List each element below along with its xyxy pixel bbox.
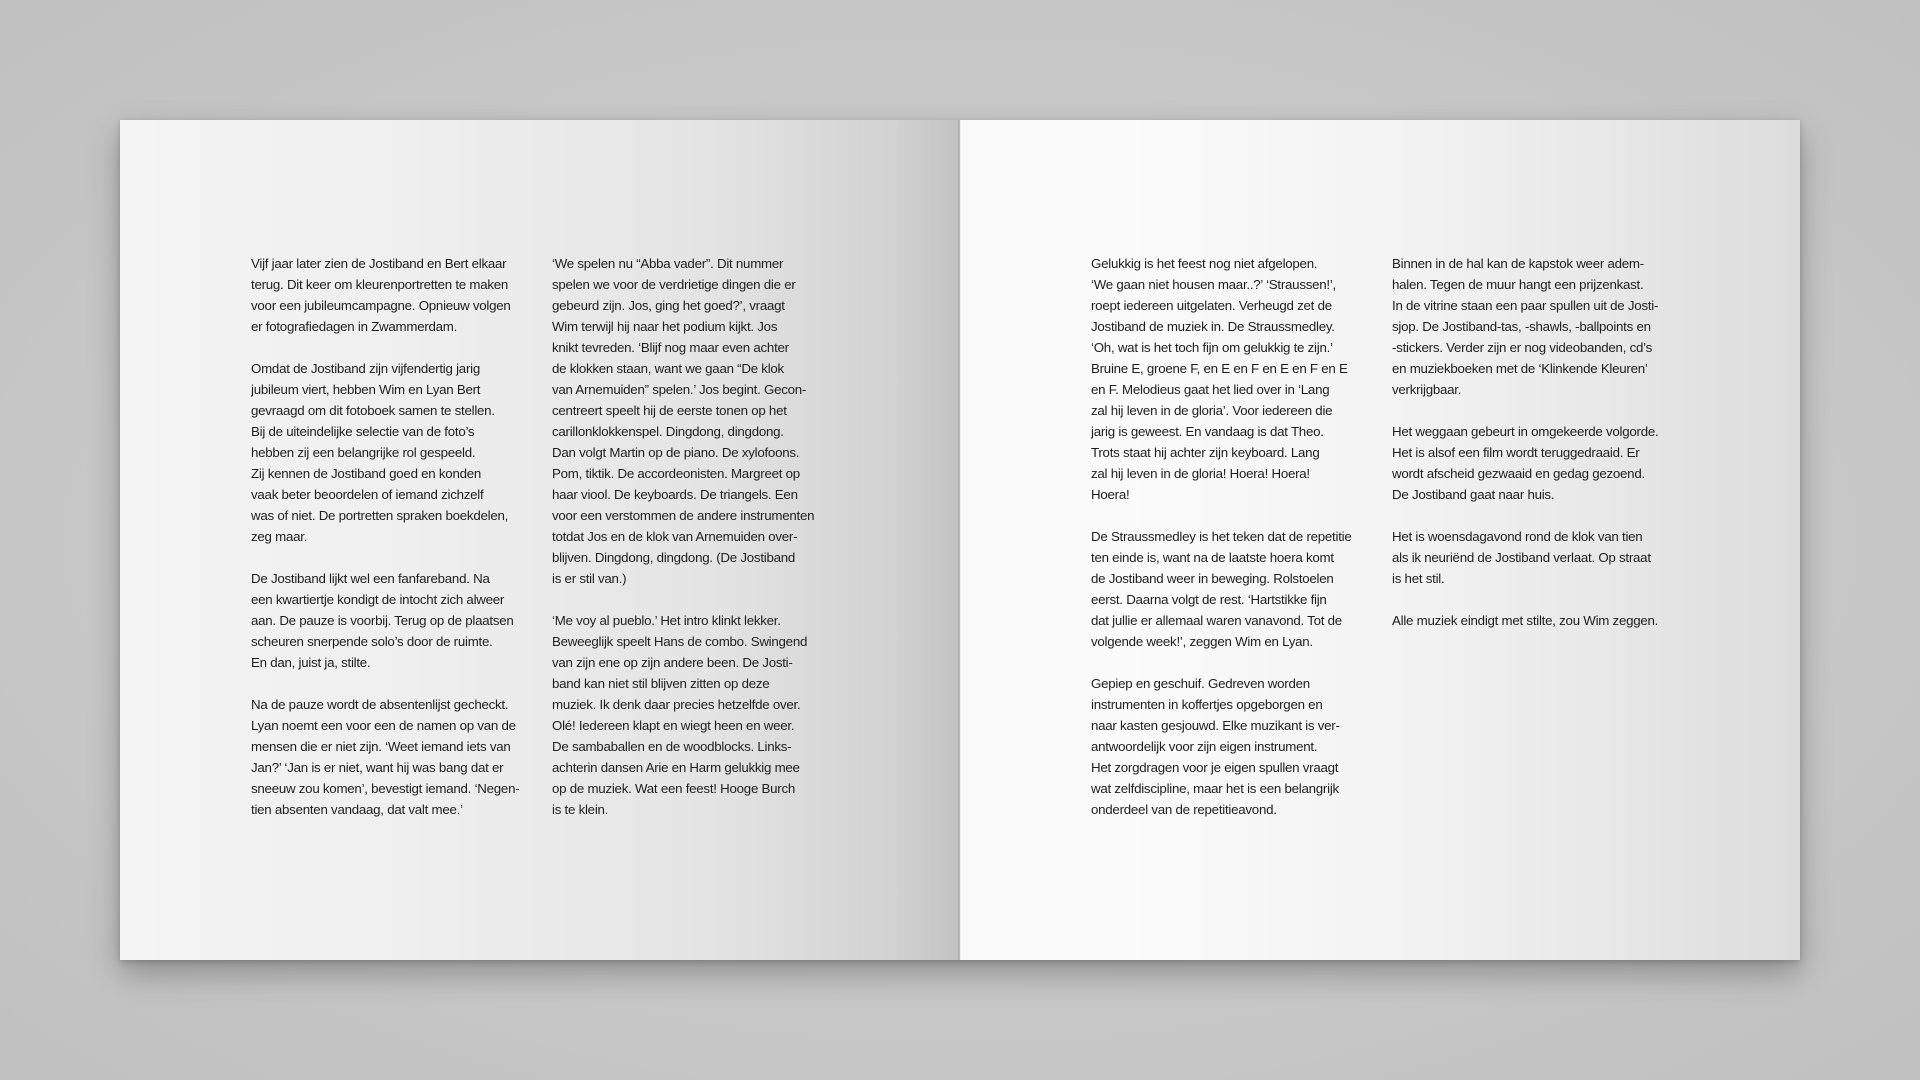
right-page-column-1 xyxy=(1091,253,1361,841)
right-page-column-2 xyxy=(1392,253,1662,652)
book-spread xyxy=(120,120,1800,960)
paragraph: Omdat de Jostiband zijn vijfendertig jarig jubileum viert, hebben Wim en Lyan Bert gevraagd om dit fotoboek samen te stellen. Bij de uiteindelijke selectie van de foto’s hebben zij een belangrijke rol gespeeld. Zij kennen de Jostiband goed en konden vaak beter beoordelen of iemand zichzelf was of niet. De portretten spraken boekdelen, zeg maar. xyxy=(251,361,509,544)
paragraph: De Jostiband lijkt wel een fanfareband. Na een kwartiertje kondigt de intocht zich alweer aan. De pauze is voorbij. Terug op de plaatsen scheuren snerpende solo’s door de ruimte. En dan, juist ja, stilte. xyxy=(251,571,514,670)
right-page xyxy=(960,120,1800,960)
paragraph: Vijf jaar later zien de Jostiband en Bert elkaar terug. Dit keer om kleurenportretten te maken voor een jubileumcampagne. Opnieuw volgen er fotografiedagen in Zwammerdam. xyxy=(251,256,511,334)
paragraph: De Straussmedley is het teken dat de repetitie ten einde is, want na de laatste hoera komt de Jostiband weer in beweging. Rolstoelen eerst. Daarna volgt de rest. ‘Hartstikke fijn dat jullie er allemaal waren vanavond. Tot de volgende week!’, zeggen Wim en Lyan. xyxy=(1091,529,1352,649)
left-page-column-2 xyxy=(552,253,822,841)
left-page xyxy=(120,120,960,960)
paragraph: Het weggaan gebeurt in omgekeerde volgorde. Het is alsof een film wordt teruggedraaid. Er wordt afscheid gezwaaid en gedag gezoend. De Jostiband gaat naar huis. xyxy=(1392,424,1659,502)
paragraph: Gelukkig is het feest nog niet afgelopen. ‘We gaan niet housen maar..?’ ‘Straussen!’, roept iedereen uitgelaten. Verheugd zet de Jostiband de muziek in. De Straussmedley. ‘Oh, wat is het toch fijn om gelukkig te zijn.’ Bruine E, groene F, en E en F en E en F en E en F. Melodieus gaat het lied over in ‘Lang zal hij leven in de gloria’. Voor iedereen die jarig is geweest. En vandaag is dat Theo. Trots staat hij achter zijn keyboard. Lang zal hij leven in de gloria! Hoera! Hoera! Hoera! xyxy=(1091,256,1348,502)
paragraph: ‘Me voy al pueblo.’ Het intro klinkt lekker. Beweeglijk speelt Hans de combo. Swingend van zijn ene op zijn andere been. De Josti- band kan niet stil blijven zitten op deze muziek. Ik denk daar precies hetzelfde over. Olé! Iedereen klapt en wiegt heen en weer. De sambaballen en de woodblocks. Links- achterin dansen Arie en Harm gelukkig mee op de muziek. Wat een feest! Hooge Burch is te klein. xyxy=(552,613,808,817)
left-page-column-1 xyxy=(251,253,521,841)
paragraph: Na de pauze wordt de absentenlijst gecheckt. Lyan noemt een voor een de namen op van de mensen die er niet zijn. ‘Weet iemand iets van Jan?’ ‘Jan is er niet, want hij was bang dat er sneeuw zou komen’, bevestigt iemand. ‘Negen- tien absenten vandaag, dat valt mee.’ xyxy=(251,697,520,817)
paragraph: ‘We spelen nu “Abba vader”. Dit nummer spelen we voor de verdrietige dingen die er gebeurd zijn. Jos, ging het goed?’, vraagt Wim terwijl hij naar het podium kijkt. Jos knikt tevreden. ‘Blijf nog maar even achter de klokken staan, want we gaan “De klok van Arnemuiden” spelen.’ Jos begint. Gecon- centreert speelt hij de eerste tonen op het carillonklokkenspel. Dingdong, dingdong. Dan volgt Martin op de piano. De xylofoons. Pom, tiktik. De accordeonisten. Margreet op haar viool. De keyboards. De triangels. Een voor een verstommen de andere instrumenten totdat Jos en de klok van Arnemuiden over- blijven. Dingdong, dingdong. (De Jostiband is er stil van.) xyxy=(552,256,815,586)
paragraph: Binnen in de hal kan de kapstok weer adem- halen. Tegen de muur hangt een prijzenkast. In de vitrine staan een paar spullen uit de Josti- sjop. De Jostiband-tas, -shawls, -ballpoints en -stickers. Verder zijn er nog videobanden, cd’s en muziekboeken met de ‘Klinkende Kleuren’ verkrijgbaar. xyxy=(1392,256,1659,397)
paragraph: Alle muziek eindigt met stilte, zou Wim zeggen. xyxy=(1392,613,1659,628)
paragraph: Het is woensdagavond rond de klok van tien als ik neuriënd de Jostiband verlaat. Op straat is het stil. xyxy=(1392,529,1651,586)
paragraph: Gepiep en geschuif. Gedreven worden instrumenten in koffertjes opgeborgen en naar kasten gesjouwd. Elke muzikant is ver- antwoordelijk voor zijn eigen instrument. Het zorgdragen voor je eigen spullen vraagt wat zelfdiscipline, maar het is een belangrijk onderdeel van de repetitieavond. xyxy=(1091,676,1340,817)
book-gutter xyxy=(958,120,961,960)
